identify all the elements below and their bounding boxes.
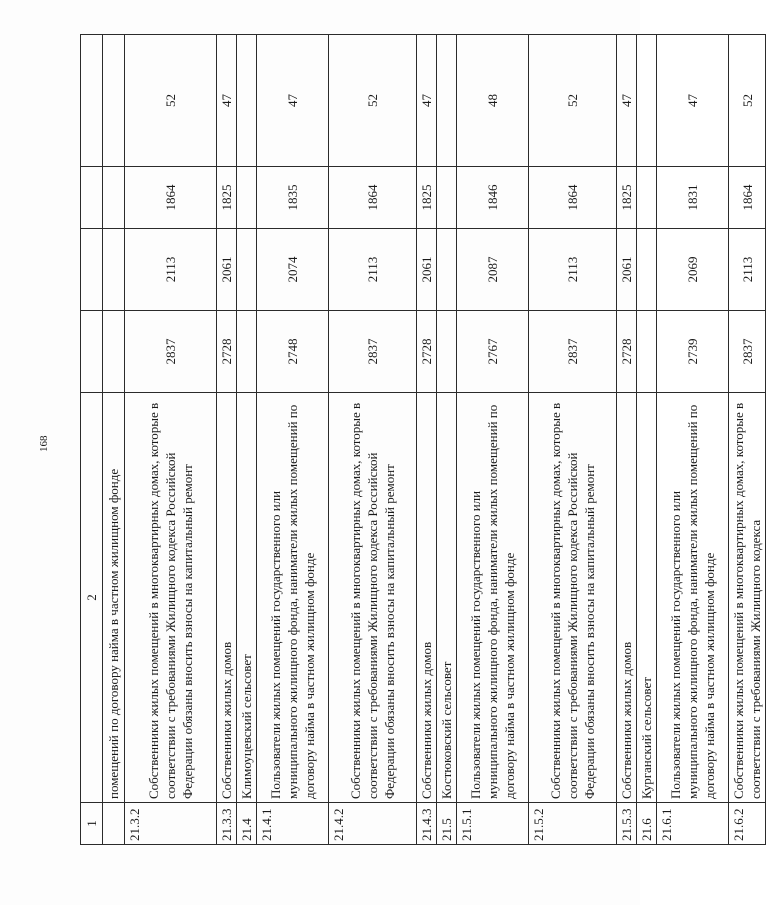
table-row — [437, 35, 457, 845]
table-row — [637, 35, 657, 845]
row-value-3: 1835 — [257, 167, 329, 229]
row-value-4 — [637, 35, 657, 167]
row-value-4: 52 — [729, 35, 766, 167]
row-value-2 — [237, 229, 257, 311]
row-value-3: 1864 — [729, 167, 766, 229]
rotated-table-container — [80, 35, 763, 845]
row-value-2: 2113 — [529, 229, 617, 311]
row-value-1: 2837 — [729, 311, 766, 393]
row-value-4 — [237, 35, 257, 167]
row-value-4: 52 — [125, 35, 217, 167]
row-value-4: 48 — [457, 35, 529, 167]
row-value-1: 2837 — [125, 311, 217, 393]
row-code: 21.5.2 — [529, 803, 617, 845]
row-value-3: 1831 — [657, 167, 729, 229]
row-value-4: 47 — [417, 35, 437, 167]
row-value-2: 2061 — [217, 229, 237, 311]
header-col-3 — [81, 311, 103, 393]
row-value-2: 2061 — [617, 229, 637, 311]
row-description: Собственники жилых помещений в многоквартирных домах, которые в соответствии с требованиями Жилищного кодекса Российской Федерации обязаны вносить взносы на капитальный ремонт — [329, 393, 417, 803]
row-value-2 — [103, 229, 125, 311]
row-value-4 — [437, 35, 457, 167]
table-header-row — [81, 35, 103, 845]
row-code: 21.6.2 — [729, 803, 766, 845]
row-value-3 — [237, 167, 257, 229]
row-value-4: 47 — [657, 35, 729, 167]
row-value-2: 2069 — [657, 229, 729, 311]
header-col-2: 2 — [81, 393, 103, 803]
row-value-4: 47 — [617, 35, 637, 167]
header-col-5 — [81, 167, 103, 229]
table-row — [417, 35, 437, 845]
row-value-3 — [437, 167, 457, 229]
row-code: 21.3.2 — [125, 803, 217, 845]
row-code: 21.5 — [437, 803, 457, 845]
row-value-2: 2074 — [257, 229, 329, 311]
row-value-3: 1864 — [529, 167, 617, 229]
row-description: Пользователи жилых помещений государственного или муниципального жилищного фонда, наниматели жилых помещений по договору найма в частном жилищном фонде — [257, 393, 329, 803]
row-value-3: 1825 — [217, 167, 237, 229]
row-description: Собственники жилых домов — [417, 393, 437, 803]
row-value-2 — [637, 229, 657, 311]
row-value-1: 2739 — [657, 311, 729, 393]
row-code: 21.5.3 — [617, 803, 637, 845]
row-value-1 — [237, 311, 257, 393]
row-value-3 — [103, 167, 125, 229]
row-code: 21.6.1 — [657, 803, 729, 845]
table-row — [217, 35, 237, 845]
row-code: 21.3.3 — [217, 803, 237, 845]
row-description: Собственники жилых помещений в многоквартирных домах, которые в соответствии с требованиями Жилищного кодекса — [729, 393, 766, 803]
row-value-3: 1864 — [125, 167, 217, 229]
row-description: Пользователи жилых помещений государственного или муниципального жилищного фонда, наниматели жилых помещений по договору найма в частном жилищном фонде — [657, 393, 729, 803]
row-value-2: 2061 — [417, 229, 437, 311]
page-number: 168 — [38, 435, 50, 452]
row-value-3: 1825 — [417, 167, 437, 229]
row-value-2 — [437, 229, 457, 311]
row-value-1: 2767 — [457, 311, 529, 393]
row-code: 21.6 — [637, 803, 657, 845]
row-description: Костюковский сельсовет — [437, 393, 457, 803]
row-description: Курганский сельсовет — [637, 393, 657, 803]
row-value-4: 52 — [329, 35, 417, 167]
row-value-1 — [637, 311, 657, 393]
row-value-2: 2087 — [457, 229, 529, 311]
table-row — [617, 35, 637, 845]
row-description: Пользователи жилых помещений государственного или муниципального жилищного фонда, наниматели жилых помещений по договору найма в частном жилищном фонде — [457, 393, 529, 803]
table-row — [729, 35, 766, 845]
table-row — [329, 35, 417, 845]
row-description: помещений по договору найма в частном жилищном фонде — [103, 393, 125, 803]
row-value-3: 1864 — [329, 167, 417, 229]
row-value-1 — [103, 311, 125, 393]
row-value-3: 1846 — [457, 167, 529, 229]
row-value-1: 2748 — [257, 311, 329, 393]
row-value-4: 47 — [217, 35, 237, 167]
row-value-1: 2837 — [529, 311, 617, 393]
row-value-3: 1825 — [617, 167, 637, 229]
row-value-4: 47 — [257, 35, 329, 167]
header-col-4 — [81, 229, 103, 311]
row-value-1: 2728 — [217, 311, 237, 393]
row-code: 21.5.1 — [457, 803, 529, 845]
row-value-1 — [437, 311, 457, 393]
row-value-3 — [637, 167, 657, 229]
row-value-4 — [103, 35, 125, 167]
row-value-1: 2837 — [329, 311, 417, 393]
table-row — [125, 35, 217, 845]
row-description: Собственники жилых домов — [217, 393, 237, 803]
row-value-4: 52 — [529, 35, 617, 167]
table-row — [103, 35, 125, 845]
row-code: 21.4.1 — [257, 803, 329, 845]
row-code — [103, 803, 125, 845]
row-description: Собственники жилых помещений в многоквартирных домах, которые в соответствии с требованиями Жилищного кодекса Российской Федерации обязаны вносить взносы на капитальный ремонт — [529, 393, 617, 803]
table-row — [237, 35, 257, 845]
table-row — [257, 35, 329, 845]
row-value-2: 2113 — [329, 229, 417, 311]
row-value-1: 2728 — [417, 311, 437, 393]
tariff-table — [80, 34, 766, 845]
row-value-2: 2113 — [729, 229, 766, 311]
row-code: 21.4.3 — [417, 803, 437, 845]
row-code: 21.4.2 — [329, 803, 417, 845]
table-row — [529, 35, 617, 845]
row-value-1: 2728 — [617, 311, 637, 393]
row-code: 21.4 — [237, 803, 257, 845]
table-row — [657, 35, 729, 845]
row-description: Климоуцевский сельсовет — [237, 393, 257, 803]
header-col-6 — [81, 35, 103, 167]
row-description: Собственники жилых домов — [617, 393, 637, 803]
row-value-2: 2113 — [125, 229, 217, 311]
header-col-1: 1 — [81, 803, 103, 845]
table-row — [457, 35, 529, 845]
row-description: Собственники жилых помещений в многоквартирных домах, которые в соответствии с требованиями Жилищного кодекса Российской Федерации обязаны вносить взносы на капитальный ремонт — [125, 393, 217, 803]
